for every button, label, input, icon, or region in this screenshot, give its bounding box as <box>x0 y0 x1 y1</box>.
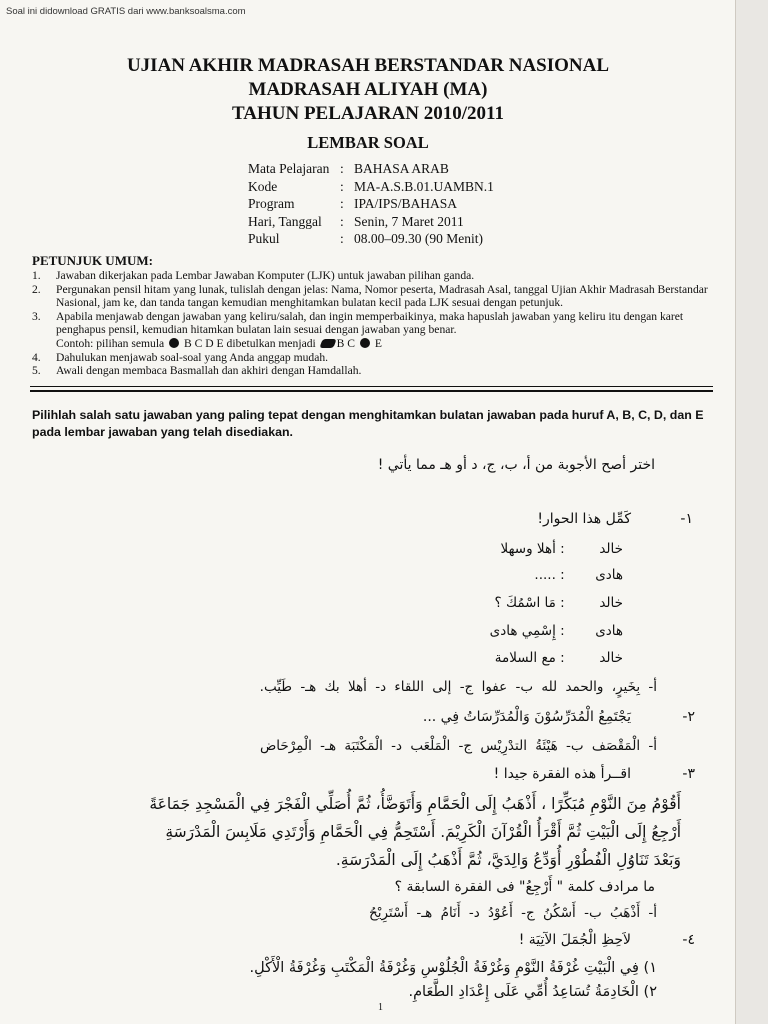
dialogue-text: : أهلا وسهلا <box>500 541 565 557</box>
exam-title <box>0 54 736 126</box>
dialogue-line <box>495 650 623 666</box>
example-prefix: Contoh: pilihan semula <box>56 336 165 350</box>
reading-paragraph-line: أَقُوْمُ مِنَ النَّوْمِ مُبَكِّرًا ، أَذْهَبُ إِلَى الْحَمَّامِ وَأَتَوَضَّأُ، ثُمَّ أُصَلِّي الْفَجْرَ فِي الْمَسْجِدِ جَمَاعَةً <box>149 795 681 813</box>
instruction-number: 2. <box>32 282 41 296</box>
answer-options: أ- بِخَيرٍ، والحمد لله ب- عفوا ج- إلى اللقاء د- أهلا بك هـ- طَيِّب. <box>259 679 657 695</box>
title-line: MADRASAH ALIYAH (MA) <box>248 79 488 100</box>
watermark: Soal ini didownload GRATIS dari www.banksoalsma.com <box>6 6 246 17</box>
instruction-item <box>32 364 718 378</box>
question-prompt: اقــرأ هذه الفقرة جيدا ! <box>493 766 631 782</box>
dialogue-line <box>534 567 623 583</box>
sentence-item: ١) فِي الْبَيْتِ غُرْفَةُ النَّوْمِ وَغُرْفَةُ الْجُلُوْسِ وَغُرْفَةُ الْمَكْتَبِ وَغُرْفَةُ الْأَكْلِ. <box>249 960 657 976</box>
filled-bubble-icon <box>169 338 179 348</box>
instruction-item <box>32 310 718 351</box>
dialogue-text: : ..... <box>534 567 565 583</box>
question-prompt: لاَحِظِ الْجُمَلَ الآتِيَة ! <box>518 932 631 948</box>
dialogue-line <box>501 541 623 557</box>
dialogue-speaker: هادى <box>595 623 623 639</box>
meta-colon: : <box>340 178 344 194</box>
instruction-number: 1. <box>32 269 41 282</box>
arabic-instruction: اختر أصح الأجوبة من أ، ب، ج، د أو هـ مما يأتي ! <box>377 457 655 473</box>
meta-value: IPA/IPS/BAHASA <box>354 196 458 211</box>
dialogue-text: : إِسْمِي هادى <box>489 623 565 639</box>
question-number: ٤- <box>682 932 695 948</box>
dialogue-text: : مع السلامة <box>494 650 565 666</box>
instruction-item <box>32 283 718 310</box>
example-fixed-e: E <box>374 336 382 350</box>
erased-bubble-icon <box>319 339 336 348</box>
meta-label: Pukul <box>248 231 280 246</box>
exam-subtitle: LEMBAR SOAL <box>307 133 429 152</box>
meta-row <box>248 195 494 213</box>
dialogue-speaker: خالد <box>599 541 623 557</box>
question-prompt: كَمِّل هذا الحوار! <box>537 511 631 527</box>
meta-label: Kode <box>248 178 278 194</box>
instruction-text-body: Apabila menjawab dengan jawaban yang keliru/salah, dan ingin memperbaikinya, maka hapuslah jawaban yang keliru itu dengan karet penghapus pensil, kemudian hitamkan bulatan lain sesuai dengan jawaban yang benar. <box>56 309 684 337</box>
instruction-number: 3. <box>32 309 41 323</box>
instruction-number: 4. <box>32 350 41 364</box>
instruction-item <box>32 351 718 365</box>
dialogue-speaker: خالد <box>599 650 623 666</box>
meta-row <box>248 213 494 231</box>
question-number: ١- <box>680 511 693 527</box>
meta-row <box>248 230 494 248</box>
question-number: ٢- <box>682 709 695 725</box>
instruction-text <box>56 310 718 351</box>
answer-options: أ- الْمَقْصَف ب- هَيْئَةُ التدْرِيْس ج- الْمَلْعَب د- الْمَكْتَبَة هـ- الْمِرْحَاض <box>259 738 657 754</box>
instruction-item <box>32 269 718 283</box>
instructions-heading: PETUNJUK UMUM: <box>32 253 153 268</box>
meta-colon: : <box>340 196 344 211</box>
dialogue-speaker: هادى <box>595 567 623 583</box>
answer-options: أ- أَذْهَبُ ب- أَسْكُنُ ج- أَعُوْدُ د- أَنَامُ هـ- أَسْتَرِيْحُ <box>369 905 657 921</box>
divider <box>30 390 713 392</box>
meta-row <box>248 178 494 196</box>
meta-label: Mata Pelajaran <box>248 161 330 176</box>
question-prompt: يَجْتَمِعُ الْمُدَرِّسُوْنَ وَالْمُدَرِّسَاتُ فِي ... <box>422 709 631 725</box>
meta-row <box>248 160 494 178</box>
reading-paragraph-line: وَبَعْدَ تَنَاوُلِ الْفُطُوْرِ أُوَدِّعُ وَالِدَيَّ، ثُمَّ أَذْهَبُ إِلَى الْمَدْرَسَةِ. <box>335 851 681 869</box>
meta-label: Program <box>248 196 295 211</box>
filled-bubble-icon <box>360 338 370 348</box>
divider <box>30 386 713 387</box>
meta-label: Hari, Tanggal <box>248 213 322 229</box>
answer-directive: Pilihlah salah satu jawaban yang paling tepat dengan menghitamkan bulatan jawaban pada huruf A, B, C, D, dan E pada lembar jawaban yang telah disediakan. <box>32 408 704 439</box>
instruction-number: 5. <box>32 364 41 378</box>
question-number: ٣- <box>682 766 695 782</box>
title-line: UJIAN AKHIR MADRASAH BERSTANDAR NASIONAL <box>126 55 610 76</box>
example-original: B C D E <box>184 336 224 350</box>
instruction-text: Jawaban dikerjakan pada Lembar Jawaban Komputer (LJK) untuk jawaban pilihan ganda. <box>56 269 475 282</box>
dialogue-line <box>495 595 623 611</box>
meta-value: Senin, 7 Maret 2011 <box>354 213 464 229</box>
question-prompt: ما مرادف كلمة " أَرْجِعُ" فى الفقرة السابقة ؟ <box>394 879 655 895</box>
dialogue-text: : مَا اسْمُكَ ؟ <box>494 595 565 611</box>
sentence-item: ٢) الْخَادِمَةُ تُسَاعِدُ أُمِّي عَلَى إِعْدَادِ الطَّعَامِ. <box>408 984 657 1000</box>
meta-colon: : <box>340 213 344 229</box>
exam-meta-table <box>248 160 494 248</box>
instruction-text: Dahulukan menjawab soal-soal yang Anda anggap mudah. <box>56 350 329 364</box>
meta-value: 08.00–09.30 (90 Menit) <box>354 231 483 246</box>
meta-colon: : <box>340 161 344 176</box>
example-fixed-b: B C <box>336 336 356 350</box>
dialogue-line <box>490 623 623 639</box>
instruction-text: Pergunakan pensil hitam yang lunak, tulislah dengan jelas: Nama, Nomor peserta, Madrasah Asal, tanggal Ujian Akhir Madrasah Berstandar Nasional, jam ke, dan tanda tangan kemudian menghitamkan bulatan kecil pada LJK sesuai dengan petunjuk. <box>56 282 708 310</box>
title-line: TAHUN PELAJARAN 2010/2011 <box>232 103 504 124</box>
meta-value: BAHASA ARAB <box>354 161 449 176</box>
meta-colon: : <box>340 231 344 246</box>
page-number: 1 <box>378 1002 383 1013</box>
reading-paragraph-line: أَرْجِعُ إِلَى الْبَيْتِ ثُمَّ أَقْرَأُ الْقُرْآنَ الْكَرِيْمَ. أَسْتَحِمُّ فِي الْحَمَّامِ وَأَرْتَدِي مَلَابِسَ الْمَدْرَسَةِ <box>165 823 681 841</box>
dialogue-speaker: خالد <box>599 595 623 611</box>
instructions-list <box>32 269 718 378</box>
instruction-text: Awali dengan membaca Basmallah dan akhiri dengan Hamdallah. <box>56 364 362 378</box>
example-middle: dibetulkan menjadi <box>226 336 316 350</box>
meta-value: MA-A.S.B.01.UAMBN.1 <box>354 178 494 194</box>
